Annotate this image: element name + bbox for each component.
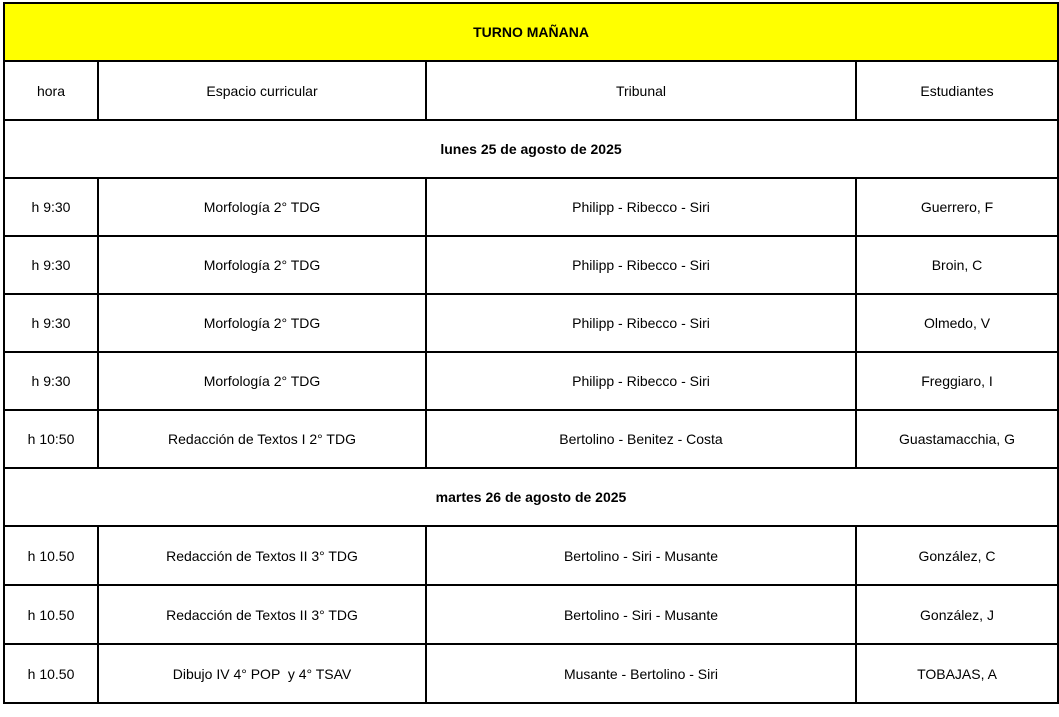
cell-espacio: Morfología 2° TDG	[98, 352, 426, 410]
cell-tribunal: Musante - Bertolino - Siri	[426, 644, 856, 703]
cell-hora: h 10.50	[4, 644, 98, 703]
cell-hora: h 9:30	[4, 236, 98, 294]
cell-estudiante: Guastamacchia, G	[856, 410, 1058, 468]
cell-hora: h 10.50	[4, 585, 98, 644]
cell-espacio: Redacción de Textos II 3° TDG	[98, 585, 426, 644]
exam-schedule-table	[3, 2, 1059, 704]
cell-tribunal: Bertolino - Siri - Musante	[426, 585, 856, 644]
header-estudiantes: Estudiantes	[856, 61, 1058, 120]
header-row	[4, 61, 1058, 120]
cell-estudiante: Freggiaro, I	[856, 352, 1058, 410]
cell-espacio: Morfología 2° TDG	[98, 236, 426, 294]
cell-espacio: Morfología 2° TDG	[98, 178, 426, 236]
date-label: martes 26 de agosto de 2025	[4, 468, 1058, 526]
header-tribunal: Tribunal	[426, 61, 856, 120]
title-row	[4, 3, 1058, 61]
cell-espacio: Redacción de Textos I 2° TDG	[98, 410, 426, 468]
cell-tribunal: Philipp - Ribecco - Siri	[426, 352, 856, 410]
cell-estudiante: González, C	[856, 526, 1058, 585]
cell-estudiante: TOBAJAS, A	[856, 644, 1058, 703]
cell-estudiante: González, J	[856, 585, 1058, 644]
cell-tribunal: Philipp - Ribecco - Siri	[426, 294, 856, 352]
table-row	[4, 410, 1058, 468]
cell-hora: h 9:30	[4, 178, 98, 236]
table-row	[4, 526, 1058, 585]
cell-tribunal: Bertolino - Siri - Musante	[426, 526, 856, 585]
table-row	[4, 294, 1058, 352]
date-row	[4, 120, 1058, 178]
header-hora: hora	[4, 61, 98, 120]
cell-tribunal: Bertolino - Benitez - Costa	[426, 410, 856, 468]
header-espacio-curricular: Espacio curricular	[98, 61, 426, 120]
cell-espacio: Morfología 2° TDG	[98, 294, 426, 352]
cell-estudiante: Broin, C	[856, 236, 1058, 294]
cell-espacio: Dibujo IV 4° POP y 4° TSAV	[98, 644, 426, 703]
date-label: lunes 25 de agosto de 2025	[4, 120, 1058, 178]
cell-tribunal: Philipp - Ribecco - Siri	[426, 236, 856, 294]
cell-hora: h 9:30	[4, 352, 98, 410]
cell-espacio: Redacción de Textos II 3° TDG	[98, 526, 426, 585]
table-row	[4, 585, 1058, 644]
table-row	[4, 352, 1058, 410]
cell-estudiante: Guerrero, F	[856, 178, 1058, 236]
date-row	[4, 468, 1058, 526]
cell-hora: h 10.50	[4, 526, 98, 585]
table-row	[4, 236, 1058, 294]
cell-hora: h 10:50	[4, 410, 98, 468]
table-row	[4, 644, 1058, 703]
cell-hora: h 9:30	[4, 294, 98, 352]
shift-title: TURNO MAÑANA	[4, 3, 1058, 61]
cell-estudiante: Olmedo, V	[856, 294, 1058, 352]
cell-tribunal: Philipp - Ribecco - Siri	[426, 178, 856, 236]
table-row	[4, 178, 1058, 236]
